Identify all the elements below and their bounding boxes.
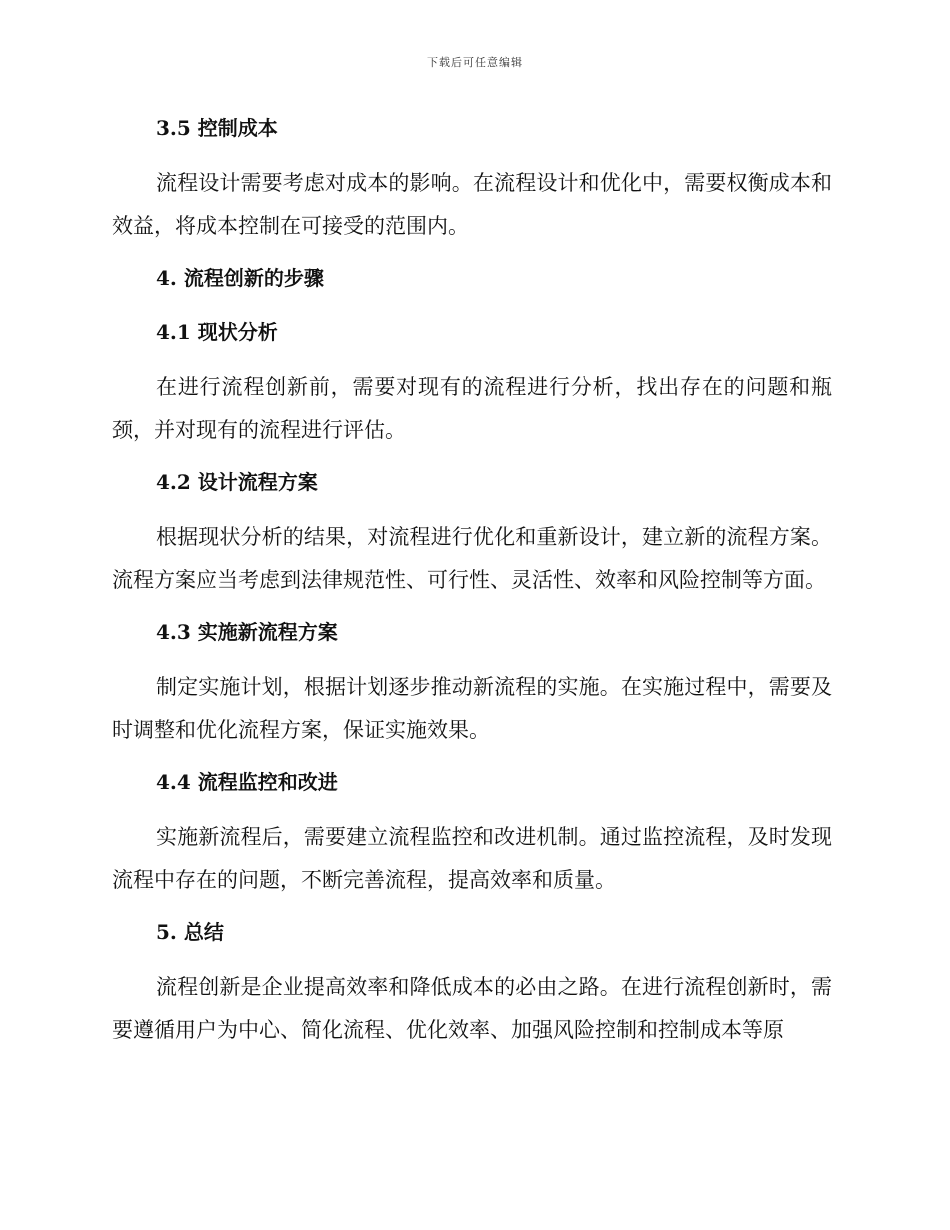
section-heading-4-4: 4.4 流程监控和改进: [156, 770, 338, 794]
paragraph-4-3: 制定实施计划，根据计划逐步推动新流程的实施。在实施过程中，需要及时调整和优化流程方案，保证实施效果。: [112, 675, 832, 742]
section-heading-3-5: 3.5 控制成本: [156, 116, 278, 140]
section-heading-5: 5. 总结: [156, 920, 224, 944]
paragraph-3-5: 流程设计需要考虑对成本的影响。在流程设计和优化中，需要权衡成本和效益，将成本控制在可接受的范围内。: [112, 171, 832, 238]
paragraph-4-1: 在进行流程创新前，需要对现有的流程进行分析，找出存在的问题和瓶颈，并对现有的流程进行评估。: [112, 375, 832, 442]
section-heading-4: 4. 流程创新的步骤: [156, 266, 324, 290]
section-heading-4-2: 4.2 设计流程方案: [156, 470, 318, 494]
document-body: [112, 108, 832, 1052]
paragraph-4-2: 根据现状分析的结果，对流程进行优化和重新设计，建立新的流程方案。流程方案应当考虑到法律规范性、可行性、灵活性、效率和风险控制等方面。: [112, 525, 832, 592]
paragraph-4-4: 实施新流程后，需要建立流程监控和改进机制。通过监控流程，及时发现流程中存在的问题，不断完善流程，提高效率和质量。: [112, 825, 832, 892]
section-heading-4-1: 4.1 现状分析: [156, 320, 278, 344]
header-note: 下载后可任意编辑: [427, 56, 523, 69]
section-heading-4-3: 4.3 实施新流程方案: [156, 620, 338, 644]
paragraph-5: 流程创新是企业提高效率和降低成本的必由之路。在进行流程创新时，需要遵循用户为中心、简化流程、优化效率、加强风险控制和控制成本等原: [112, 975, 832, 1042]
